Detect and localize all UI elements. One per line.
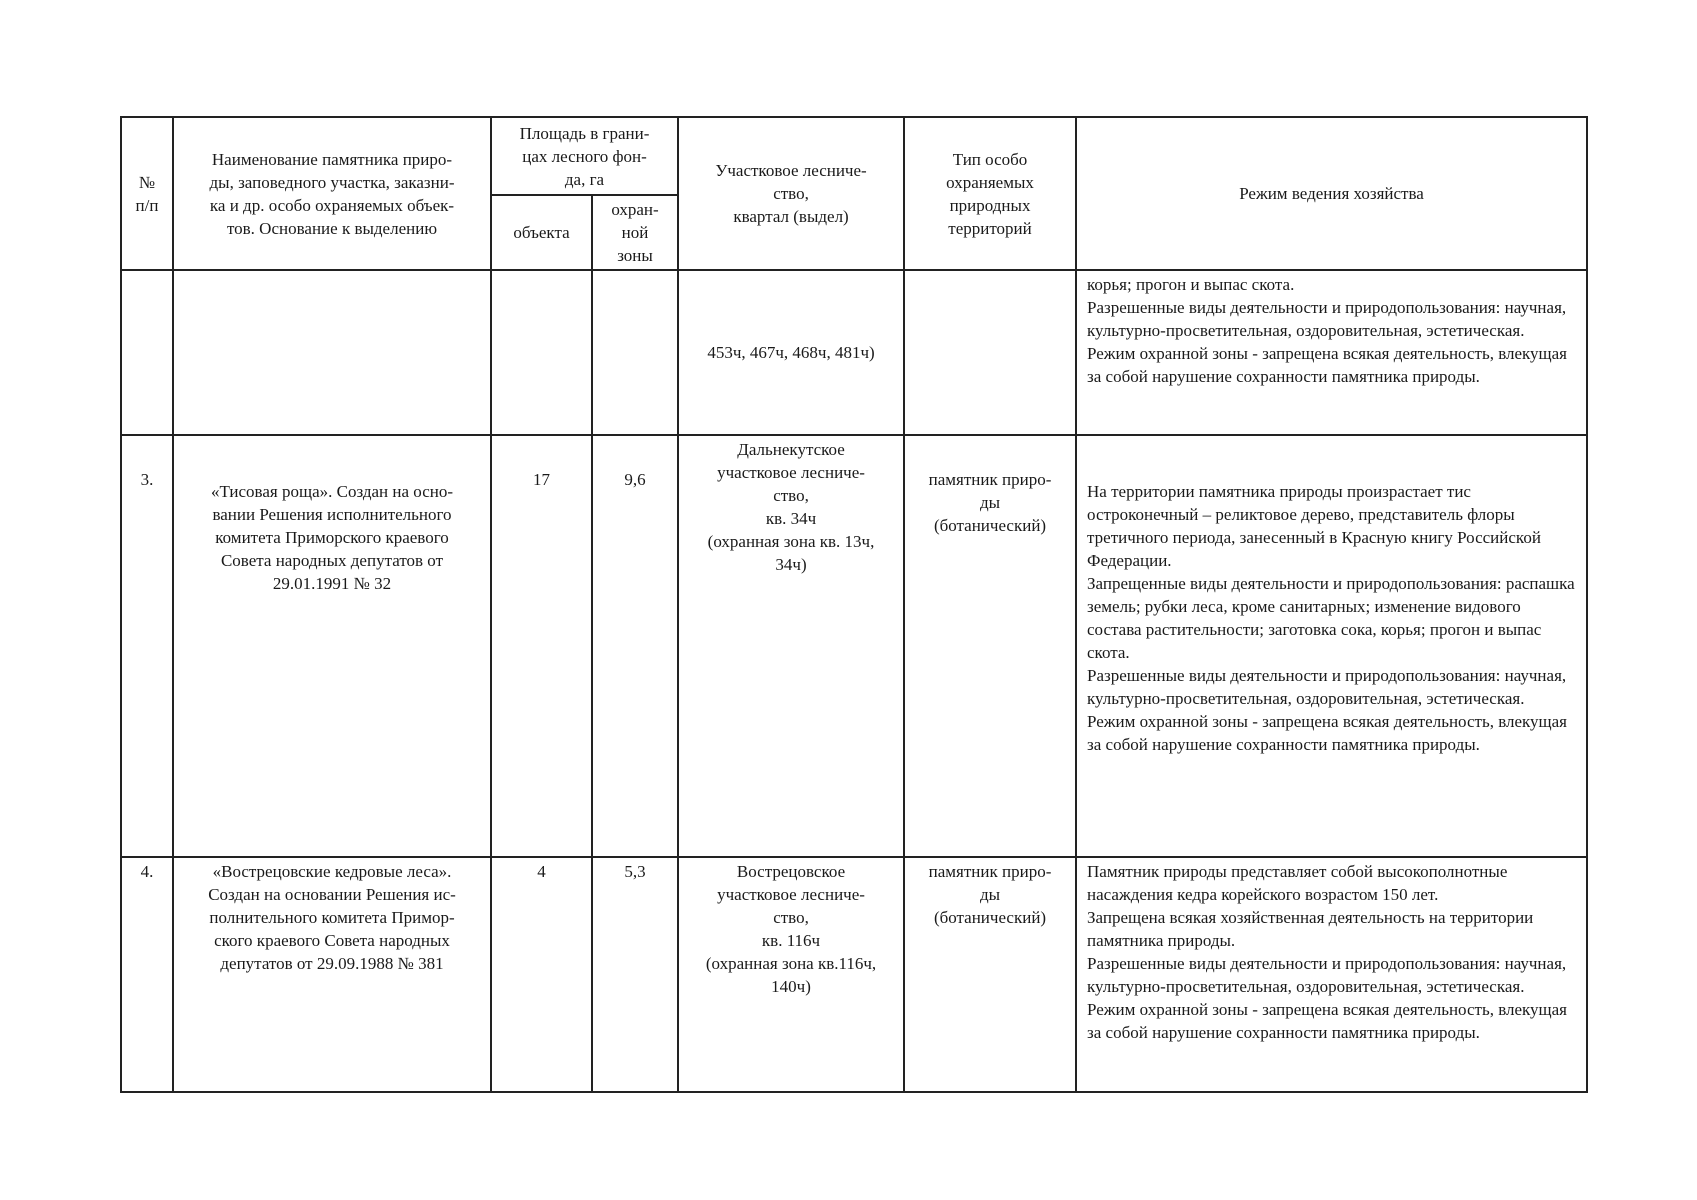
row-forestry: Дальнекутское участковое лесниче- ство, кв. 34ч (охранная зона кв. 13ч, 34ч) <box>678 435 904 857</box>
row-type <box>904 270 1076 435</box>
regime-paragraph: Памятник природы представляет собой высокополнотные насаждения кедра корейского возрастом 150 лет. <box>1087 862 1508 904</box>
header-type: Тип особо охраняемых природных территорий <box>904 117 1076 270</box>
regime-paragraph: На территории памятника природы произрастает тис остроконечный – реликтовое дерево, представитель флоры третичного периода, занесенный в Красную книгу Российской Федерации. <box>1087 482 1541 570</box>
row-name <box>173 270 491 435</box>
table-row <box>121 270 1587 435</box>
regime-paragraph: Режим охранной зоны - запрещена всякая деятельность, влекущая за собой нарушение сохранности памятника природы. <box>1087 344 1567 386</box>
regime-paragraph: Разрешенные виды деятельности и природопользования: научная, культурно-просветительная, оздоровительная, эстетическая. <box>1087 954 1567 996</box>
table-header <box>121 117 1587 270</box>
regime-paragraph: Режим охранной зоны - запрещена всякая деятельность, влекущая за собой нарушение сохранности памятника природы. <box>1087 712 1567 754</box>
row-num: 3. <box>121 435 173 857</box>
regime-paragraph: Разрешенные виды деятельности и природопользования: научная, культурно-просветительная, оздоровительная, эстетическая. <box>1087 666 1567 708</box>
header-area-object: объекта <box>491 195 592 270</box>
row-type: памятник приро- ды (ботанический) <box>904 857 1076 1092</box>
row-area-object: 4 <box>491 857 592 1092</box>
row-forestry: Вострецовское участковое лесниче- ство, кв. 116ч (охранная зона кв.116ч, 140ч) <box>678 857 904 1092</box>
table-row <box>121 435 1587 857</box>
row-regime <box>1076 857 1587 1092</box>
row-name: «Тисовая роща». Создан на осно- вании Решения исполнительного комитета Приморского краевого Совета народных депутатов от 29.01.1991 № 32 <box>173 435 491 857</box>
row-regime <box>1076 435 1587 857</box>
table-row <box>121 857 1587 1092</box>
regime-paragraph: Разрешенные виды деятельности и природопользования: научная, культурно-просветительная, оздоровительная, эстетическая. <box>1087 298 1567 340</box>
row-area-zone: 9,6 <box>592 435 678 857</box>
header-area-zone: охран- ной зоны <box>592 195 678 270</box>
regime-paragraph: Режим охранной зоны - запрещена всякая деятельность, влекущая за собой нарушение сохранности памятника природы. <box>1087 1000 1567 1042</box>
header-regime: Режим ведения хозяйства <box>1076 117 1587 270</box>
regime-paragraph: Запрещена всякая хозяйственная деятельность на территории памятника природы. <box>1087 908 1534 950</box>
row-area-zone <box>592 270 678 435</box>
protected-areas-table <box>120 116 1588 1093</box>
row-type: памятник приро- ды (ботанический) <box>904 435 1076 857</box>
row-num: 4. <box>121 857 173 1092</box>
row-area-object: 17 <box>491 435 592 857</box>
row-regime <box>1076 270 1587 435</box>
regime-paragraph: корья; прогон и выпас скота. <box>1087 275 1295 294</box>
row-area-zone: 5,3 <box>592 857 678 1092</box>
header-area: Площадь в грани- цах лесного фон- да, га <box>491 117 678 195</box>
row-name: «Вострецовские кедровые леса». Создан на основании Решения ис- полнительного комитета Примор- ского краевого Совета народных депутатов от 29.09.1988 № 381 <box>173 857 491 1092</box>
regime-paragraph: Запрещенные виды деятельности и природопользования: распашка земель; рубки леса, кроме санитарных; изменение видового состава растительности; заготовка сока, корья; прогон и выпас скота. <box>1087 574 1575 662</box>
row-area-object <box>491 270 592 435</box>
row-forestry: 453ч, 467ч, 468ч, 481ч) <box>678 270 904 435</box>
header-num: № п/п <box>121 117 173 270</box>
header-forestry: Участковое лесниче- ство, квартал (выдел) <box>678 117 904 270</box>
row-num <box>121 270 173 435</box>
header-name: Наименование памятника приро- ды, заповедного участка, заказни- ка и др. особо охраняемых объек- тов. Основание к выделению <box>173 117 491 270</box>
